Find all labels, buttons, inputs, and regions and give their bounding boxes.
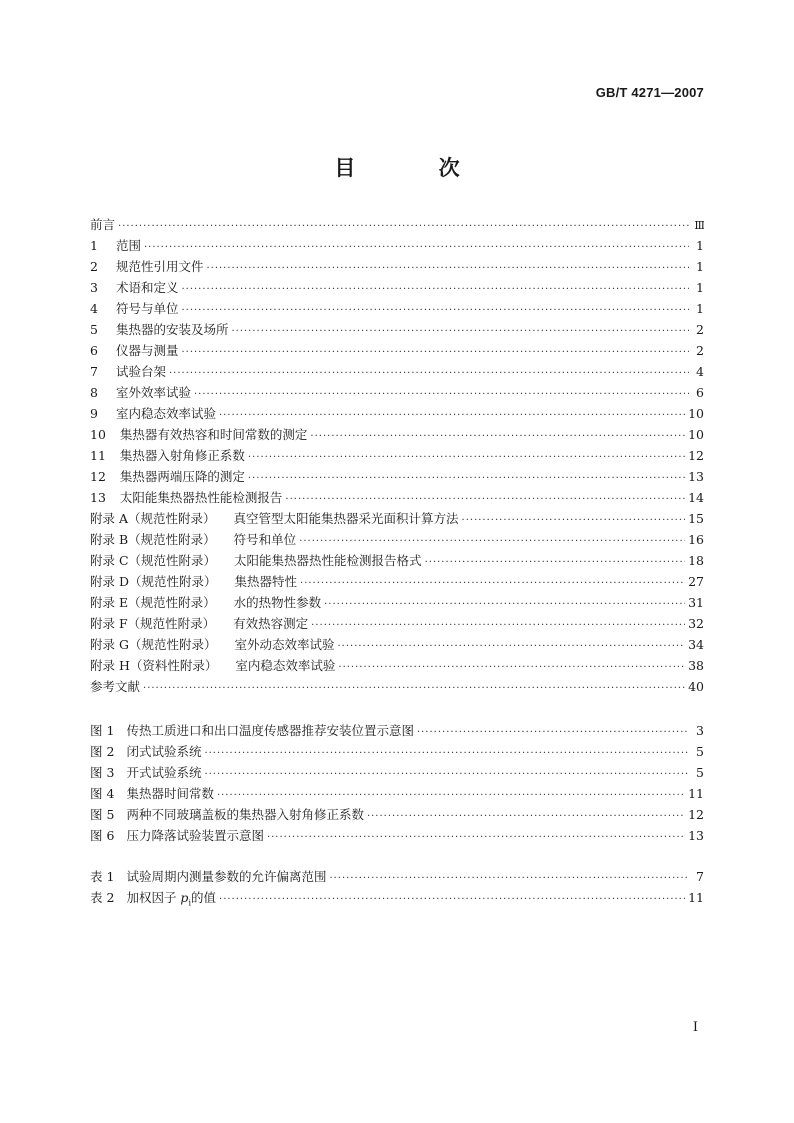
toc-entry[interactable] (90, 382, 704, 403)
dot-leader (194, 384, 689, 403)
page-ref: 34 (688, 637, 704, 652)
dot-leader (181, 300, 689, 319)
entry-title: 室外效率试验 (115, 385, 191, 400)
entry-number: 图 3 (90, 765, 115, 780)
entry-number: 图 2 (90, 744, 115, 759)
figure-entry[interactable] (90, 825, 704, 846)
entry-number: 4 (90, 301, 98, 316)
dot-leader (231, 321, 689, 340)
page-ref: 5 (696, 765, 704, 780)
entry-title-prefix: 加权因子 (126, 890, 181, 905)
figure-entry[interactable] (90, 804, 704, 825)
page-ref: 40 (688, 679, 704, 694)
entry-title: 有效热容测定 (233, 616, 309, 631)
dot-leader (300, 573, 685, 592)
dot-leader (219, 405, 685, 424)
page-ref: 14 (688, 490, 704, 505)
toc-entry[interactable] (90, 592, 704, 613)
entry-title: 集热器特性 (234, 574, 298, 589)
page-ref: 2 (696, 343, 704, 358)
dot-leader (248, 468, 685, 487)
entry-title: 集热器有效热容和时间常数的测定 (119, 427, 308, 442)
entry-number: 表 1 (90, 869, 115, 884)
toc-entry[interactable] (90, 487, 704, 508)
page-ref: Ⅲ (694, 219, 704, 232)
entry-number: 13 (90, 490, 106, 505)
table-entry[interactable] (90, 887, 704, 908)
toc-tables-list (90, 866, 704, 908)
dot-leader (219, 889, 685, 908)
page-ref: 4 (696, 364, 704, 379)
dot-leader (169, 363, 689, 382)
entry-title: 室内稳态效率试验 (235, 658, 336, 673)
page-ref: 13 (688, 469, 704, 484)
toc-entry[interactable] (90, 466, 704, 487)
dot-leader (144, 237, 689, 256)
toc-entry[interactable] (90, 445, 704, 466)
entry-title: 两种不同玻璃盖板的集热器入射角修正系数 (126, 807, 364, 822)
page-ref: 27 (688, 574, 704, 589)
entry-title: 术语和定义 (115, 280, 179, 295)
dot-leader (217, 785, 685, 804)
toc-entry[interactable] (90, 340, 704, 361)
entry-title: 范围 (115, 238, 141, 253)
figure-entry[interactable] (90, 741, 704, 762)
figure-entry[interactable] (90, 783, 704, 804)
page-ref: 12 (688, 448, 704, 463)
table-entry[interactable] (90, 866, 704, 887)
entry-title: 太阳能集热器热性能检测报告格式 (234, 553, 422, 568)
toc-entry[interactable] (90, 403, 704, 424)
page-ref: 3 (696, 723, 704, 738)
dot-leader (329, 868, 689, 887)
entry-title-suffix: 的值 (191, 890, 217, 905)
entry-number: 9 (90, 406, 98, 421)
entry-title: 开式试验系统 (126, 765, 202, 780)
toc-entry[interactable] (90, 508, 704, 529)
page-ref: 10 (688, 427, 704, 442)
dot-leader (299, 531, 685, 550)
page-ref: 10 (688, 406, 704, 421)
entry-title: 室内稳态效率试验 (115, 406, 216, 421)
page-ref: 11 (688, 890, 704, 905)
standard-number: GB/T 4271—2007 (595, 85, 704, 100)
page-ref: 5 (696, 744, 704, 759)
page-ref: 1 (696, 259, 704, 274)
entry-number: 12 (90, 469, 106, 484)
figure-entry[interactable] (90, 762, 704, 783)
dot-leader (425, 552, 686, 571)
entry-number: 附录 C（规范性附录） (90, 553, 217, 568)
entry-title: 试验周期内测量参数的允许偏离范围 (126, 869, 327, 884)
page-number: I (692, 1020, 698, 1035)
dot-leader (311, 615, 685, 634)
dot-leader (338, 657, 685, 676)
dot-leader (462, 510, 686, 529)
page-ref: 6 (696, 385, 704, 400)
page-ref: 13 (688, 828, 704, 843)
dot-leader (367, 806, 685, 825)
toc-entry[interactable] (90, 424, 704, 445)
entry-number: 图 4 (90, 786, 115, 801)
entry-number: 10 (90, 427, 106, 442)
page-ref: 12 (688, 807, 704, 822)
entry-number: 6 (90, 343, 98, 358)
entry-title: 仪器与测量 (115, 343, 179, 358)
entry-number: 3 (90, 280, 98, 295)
toc-entry[interactable] (90, 256, 704, 277)
figure-entry[interactable] (90, 720, 704, 741)
toc-entry[interactable] (90, 361, 704, 382)
page-ref: 18 (688, 553, 704, 568)
page-ref: 1 (696, 238, 704, 253)
toc-entry[interactable] (90, 571, 704, 592)
dot-leader (248, 447, 685, 466)
entry-title: 室外动态效率试验 (234, 637, 335, 652)
entry-number: 附录 F（规范性附录） (90, 616, 216, 631)
dot-leader (337, 636, 685, 655)
dot-leader (267, 827, 685, 846)
page-ref: 1 (696, 280, 704, 295)
entry-title: 压力降落试验装置示意图 (126, 828, 264, 843)
toc-entry[interactable] (90, 214, 704, 235)
toc-entry[interactable] (90, 550, 704, 571)
entry-number: 5 (90, 322, 98, 337)
entry-title: 试验台架 (115, 364, 166, 379)
page-title: 目 次 (334, 155, 498, 180)
dot-leader (181, 279, 689, 298)
entry-number: 附录 G（规范性附录） (90, 637, 217, 652)
page-ref: 1 (696, 301, 704, 316)
entry-number: 附录 E（规范性附录） (90, 595, 216, 610)
variable-p: p (180, 890, 189, 905)
variable-subscript: i (188, 898, 191, 908)
page-ref: 31 (688, 595, 704, 610)
dot-leader (204, 764, 689, 783)
entry-title: 传热工质进口和出口温度传感器推荐安装位置示意图 (126, 723, 414, 738)
toc-entry[interactable] (90, 613, 704, 634)
entry-number: 附录 B（规范性附录） (90, 532, 216, 547)
dot-leader (206, 258, 689, 277)
toc-entry[interactable] (90, 634, 704, 655)
page-ref: 15 (688, 511, 704, 526)
toc-entry[interactable] (90, 655, 704, 676)
entry-title: 前言 (90, 217, 116, 232)
page-ref: 2 (696, 322, 704, 337)
entry-title: 集热器入射角修正系数 (119, 448, 245, 463)
entry-title: 集热器时间常数 (126, 786, 214, 801)
entry-title: 符号与单位 (115, 301, 179, 316)
toc-entry[interactable] (90, 676, 704, 697)
entry-title: 闭式试验系统 (126, 744, 202, 759)
entry-number: 1 (90, 238, 98, 253)
toc-figures-list (90, 720, 704, 846)
entry-title: 集热器两端压降的测定 (119, 469, 245, 484)
entry-number: 2 (90, 259, 98, 274)
entry-number: 附录 H（资料性附录） (90, 658, 218, 673)
toc-entry[interactable] (90, 235, 704, 256)
dot-leader (310, 426, 685, 445)
entry-number: 附录 D（规范性附录） (90, 574, 217, 589)
page-ref: 11 (688, 786, 704, 801)
toc-entry[interactable] (90, 298, 704, 319)
entry-number: 附录 A（规范性附录） (90, 511, 216, 526)
dot-leader (324, 594, 685, 613)
page-ref: 38 (688, 658, 704, 673)
entry-number: 图 1 (90, 723, 115, 738)
entry-title (126, 887, 216, 908)
toc-entry[interactable] (90, 277, 704, 298)
entry-title: 太阳能集热器热性能检测报告 (119, 490, 283, 505)
dot-leader (143, 678, 685, 697)
dot-leader (181, 342, 689, 361)
entry-title: 规范性引用文件 (115, 259, 204, 274)
toc-entry[interactable] (90, 529, 704, 550)
entry-number: 图 5 (90, 807, 115, 822)
entry-title: 水的热物性参数 (233, 595, 322, 610)
entry-title: 集热器的安装及场所 (115, 322, 229, 337)
toc-entry[interactable] (90, 319, 704, 340)
entry-number: 表 2 (90, 890, 115, 905)
entry-number: 11 (90, 448, 106, 463)
entry-title: 符号和单位 (233, 532, 297, 547)
entry-title: 参考文献 (90, 679, 141, 694)
entry-number: 8 (90, 385, 98, 400)
entry-number: 7 (90, 364, 98, 379)
toc-main-list (90, 214, 704, 697)
page-ref: 16 (688, 532, 704, 547)
page-ref: 32 (688, 616, 704, 631)
dot-leader (118, 216, 689, 235)
dot-leader (417, 722, 689, 741)
page-ref: 7 (696, 869, 704, 884)
dot-leader (204, 743, 689, 762)
dot-leader (285, 489, 685, 508)
entry-title: 真空管型太阳能集热器采光面积计算方法 (233, 511, 459, 526)
entry-number: 图 6 (90, 828, 115, 843)
